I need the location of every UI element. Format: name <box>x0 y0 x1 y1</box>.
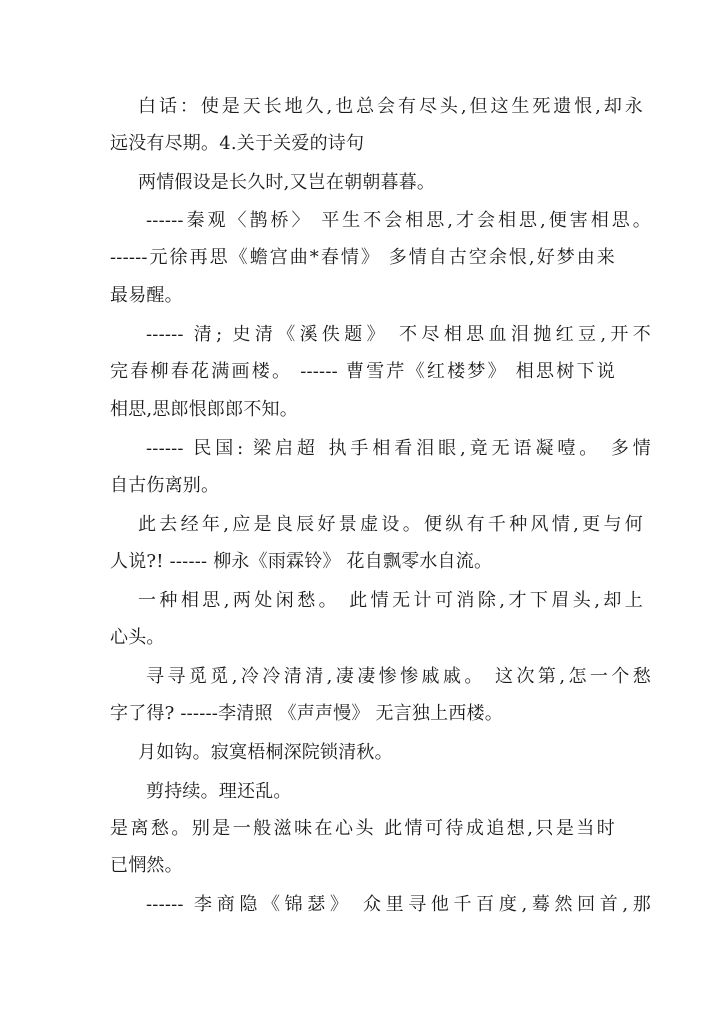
text-line: 最易醒。 <box>110 285 183 306</box>
text-line: 是离愁。别是一般滋味在心头 此情可待成追想,只是当时 <box>110 818 615 839</box>
text-line: ------ 民国: 梁启超 执手相看泪眼,竟无语凝噎。 多情 <box>146 438 651 459</box>
text-line: 此去经年,应是良辰好景虚设。便纵有千种风情,更与何 <box>138 514 643 535</box>
text-line: 两情假设是长久时,又岂在朝朝暮暮。 <box>138 172 436 193</box>
text-line: ------ 清; 史清《溪佚题》 不尽相思血泪抛红豆,开不 <box>146 324 651 345</box>
text-line: 心头。 <box>110 627 165 648</box>
text-line: 月如钩。寂寞梧桐深院锁清秋。 <box>138 742 393 763</box>
text-line: 剪持续。理还乱。 <box>146 781 292 802</box>
text-line: 寻寻觅觅,冷冷清清,凄凄惨惨戚戚。 这次第,怎一个愁 <box>146 666 651 687</box>
text-line: 相思,思郎恨郎郎不知。 <box>110 399 298 420</box>
text-line: ------元徐再思《蟾宫曲*春情》 多情自古空余恨,好梦由来 <box>110 247 615 268</box>
text-line: 人说?! ------ 柳永《雨霖铃》 花自飘零水自流。 <box>110 551 493 572</box>
text-line: 一种相思,两处闲愁。 此情无计可消除,才下眉头,却上 <box>138 590 643 611</box>
text-line: 白话：使是天长地久,也总会有尽头,但这生死遗恨,却永 <box>138 96 643 117</box>
text-line: 字了得? ------李清照 《声声慢》 无言独上西楼。 <box>110 703 503 724</box>
text-line: ------ 李商隐《锦瑟》 众里寻他千百度,蓦然回首,那 <box>146 894 651 915</box>
text-line: ------秦观〈鹊桥〉 平生不会相思,才会相思,便害相思。 <box>146 210 651 231</box>
text-line: 已惘然。 <box>110 855 183 876</box>
text-line: 远没有尽期。4.关于关爱的诗句 <box>110 133 365 154</box>
text-line: 完春柳春花满画楼。 ------ 曹雪芹《红楼梦》 相思树下说 <box>110 361 615 382</box>
text-line: 自古伤离别。 <box>110 475 220 496</box>
